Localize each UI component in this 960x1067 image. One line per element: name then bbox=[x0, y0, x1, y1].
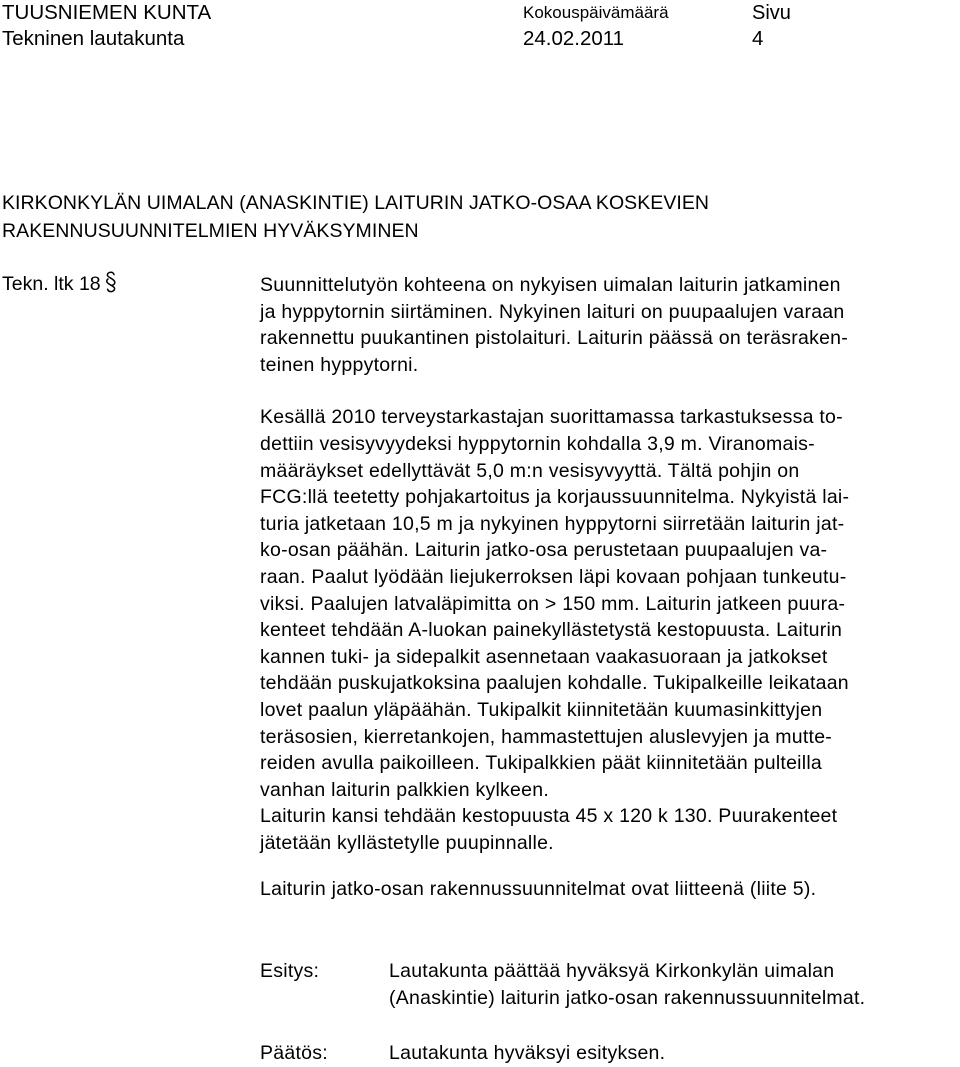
text-line: teinen hyppytorni. bbox=[260, 353, 419, 376]
section-reference bbox=[2, 270, 117, 301]
text-line: reiden avulla paikoilleen. Tukipalkkien päät kiinnitetään pulteilla bbox=[260, 752, 823, 775]
text-line: määräykset edellyttävät 5,0 m:n vesisyvyyttä. Tältä pohjin on bbox=[260, 459, 800, 482]
text-line: teräsosien, kierretankojen, hammastettujen aluslevyjen ja mutte- bbox=[260, 725, 833, 748]
text-line: lovet paalun yläpäähän. Tukipalkit kiinnitetään kuumasinkittyjen bbox=[260, 698, 823, 721]
text-line: jätetään kyllästetylle puupinnalle. bbox=[260, 831, 554, 854]
date-value: 24.02.2011 bbox=[523, 27, 625, 50]
document-title bbox=[2, 189, 709, 245]
decision-label: Päätös: bbox=[260, 1042, 328, 1064]
text-line: kenteet tehdään A-luokan painekyllästetystä kestopuusta. Laiturin bbox=[260, 619, 843, 642]
paragraph-spacer bbox=[260, 378, 960, 404]
page-label: Sivu bbox=[752, 2, 791, 24]
proposal-text bbox=[389, 958, 865, 1011]
text-line: ja hyppytornin siirtäminen. Nykyinen laituri on puupaalujen varaan bbox=[260, 300, 845, 323]
text-line: Lautakunta hyväksyi esityksen. bbox=[389, 1042, 666, 1064]
title-line: RAKENNUSUUNNITELMIEN HYVÄKSYMINEN bbox=[2, 220, 419, 242]
paragraph-spacer bbox=[260, 856, 960, 876]
proposal-label: Esitys: bbox=[260, 960, 320, 982]
section-sign-icon bbox=[105, 271, 117, 301]
header-page-number bbox=[752, 0, 791, 52]
decision-text bbox=[389, 1040, 665, 1067]
text-line: dettiin vesisyvyydeksi hyppytornin kohdalla 3,9 m. Viranomais- bbox=[260, 432, 815, 455]
date-label: Kokouspäivämäärä bbox=[523, 3, 669, 22]
document-body bbox=[260, 272, 960, 903]
paragraph bbox=[260, 272, 960, 378]
section-id-text: Tekn. ltk 18 bbox=[2, 273, 101, 295]
page-value: 4 bbox=[752, 27, 764, 50]
paragraph bbox=[260, 404, 960, 803]
text-line: Laiturin kansi tehdään kestopuusta 45 x 120 k 130. Puurakenteet bbox=[260, 805, 838, 828]
title-line: KIRKONKYLÄN UIMALAN (ANASKINTIE) LAITURIN JATKO-OSAA KOSKEVIEN bbox=[2, 192, 710, 214]
paragraph bbox=[260, 876, 960, 903]
text-line: Laiturin jatko-osan rakennussuunnitelmat ovat liitteenä (liite 5). bbox=[260, 878, 817, 901]
text-line: viksi. Paalujen latvaläpimitta on > 150 mm. Laiturin jatkeen puura- bbox=[260, 592, 846, 615]
paragraph bbox=[260, 803, 960, 856]
text-line: ko-osan päähän. Laiturin jatko-osa perustetaan puupaalujen va- bbox=[260, 539, 828, 562]
text-line: rakennettu puukantinen pistolaituri. Laiturin päässä on teräsraken- bbox=[260, 327, 849, 350]
text-line: tehdään puskujatkoksina paalujen kohdalle. Tukipalkeille leikataan bbox=[260, 672, 849, 695]
text-line: raan. Paalut lyödään liejukerroksen läpi kovaan pohjaan tunkeutu- bbox=[260, 565, 847, 588]
text-line: Kesällä 2010 terveystarkastajan suorittamassa tarkastuksessa to- bbox=[260, 406, 843, 429]
text-line: Suunnittelutyön kohteena on nykyisen uimalan laiturin jatkaminen bbox=[260, 274, 841, 296]
text-line: Lautakunta päättää hyväksyä Kirkonkylän uimalan bbox=[389, 960, 835, 982]
text-line: FCG:llä teetetty pohjakartoitus ja korjaussuunnitelma. Nykyistä lai- bbox=[260, 486, 850, 509]
org-unit: Tekninen lautakunta bbox=[2, 27, 185, 50]
text-line: kannen tuki- ja sidepalkit asennetaan vaakasuoraan ja jatkokset bbox=[260, 645, 828, 668]
header-meeting-date bbox=[523, 0, 669, 52]
text-line: (Anaskintie) laiturin jatko-osan rakennussuunnitelmat. bbox=[389, 986, 866, 1009]
text-line: vanhan laiturin palkkien kylkeen. bbox=[260, 778, 550, 801]
org-name: TUUSNIEMEN KUNTA bbox=[2, 1, 212, 24]
header-organization bbox=[2, 0, 211, 52]
text-line: turia jatketaan 10,5 m ja nykyinen hyppytorni siirretään laiturin jat- bbox=[260, 512, 845, 535]
